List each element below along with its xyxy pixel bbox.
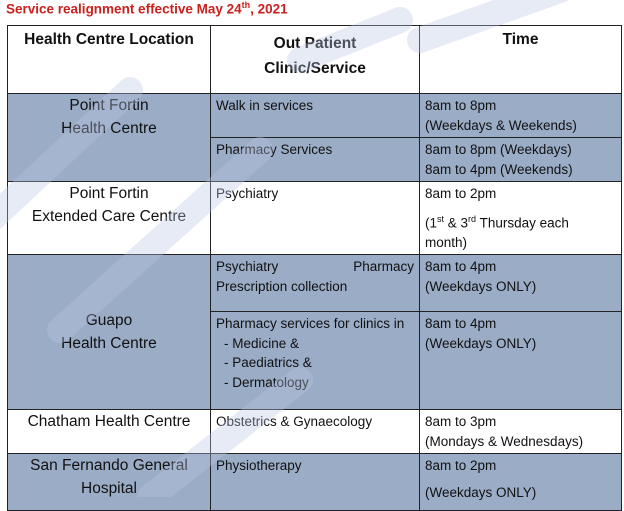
list-item: - Paediatrics & [224, 355, 312, 370]
header-service: Out Patient Clinic/Service [211, 26, 420, 94]
list-item: - Dermatology [224, 374, 309, 390]
location-cell: Point Fortin Extended Care Centre [8, 182, 211, 255]
clinic-list [216, 334, 414, 393]
service-cell: Psychiatry Pharmacy Prescription collection [211, 255, 420, 312]
header-row [8, 26, 622, 94]
location-cell: Point Fortin Health Centre [8, 94, 211, 182]
time-cell: 8am to 4pm (Weekdays ONLY) [420, 255, 622, 312]
table-row [8, 410, 622, 454]
time-cell: 8am to 2pm (Weekdays ONLY) [420, 454, 622, 511]
table-row [8, 454, 622, 511]
table-row [8, 255, 622, 312]
page-heading: Service realignment effective May 24th, 2021 [6, 0, 288, 17]
time-cell: 8am to 8pm (Weekdays) 8am to 4pm (Weekends) [420, 138, 622, 182]
service-table [7, 25, 622, 511]
service-cell: Pharmacy services for clinics in - Medicine & - Paediatrics & - Dermatology [211, 312, 420, 410]
service-cell: Walk in services [211, 94, 420, 138]
header-time: Time [420, 26, 622, 94]
location-cell: Guapo Health Centre [8, 255, 211, 410]
service-cell: Psychiatry [211, 182, 420, 255]
time-cell: 8am to 8pm (Weekdays & Weekends) [420, 94, 622, 138]
location-cell: Chatham Health Centre [8, 410, 211, 454]
location-cell: San Fernando General Hospital [8, 454, 211, 511]
list-item: - Medicine & [224, 335, 300, 351]
service-cell: Obstetrics & Gynaecology [211, 410, 420, 454]
time-cell: 8am to 4pm (Weekdays ONLY) [420, 312, 622, 410]
table-row [8, 182, 622, 255]
service-cell: Pharmacy Services [211, 138, 420, 182]
schedule-line: (1st & 3rd Thursday each [425, 213, 569, 230]
service-cell: Physiotherapy [211, 454, 420, 511]
time-cell: 8am to 2pm (1st & 3rd Thursday each month) [420, 182, 622, 255]
table-row [8, 94, 622, 138]
header-location: Health Centre Location [8, 26, 211, 94]
time-cell: 8am to 3pm (Mondays & Wednesdays) [420, 410, 622, 454]
